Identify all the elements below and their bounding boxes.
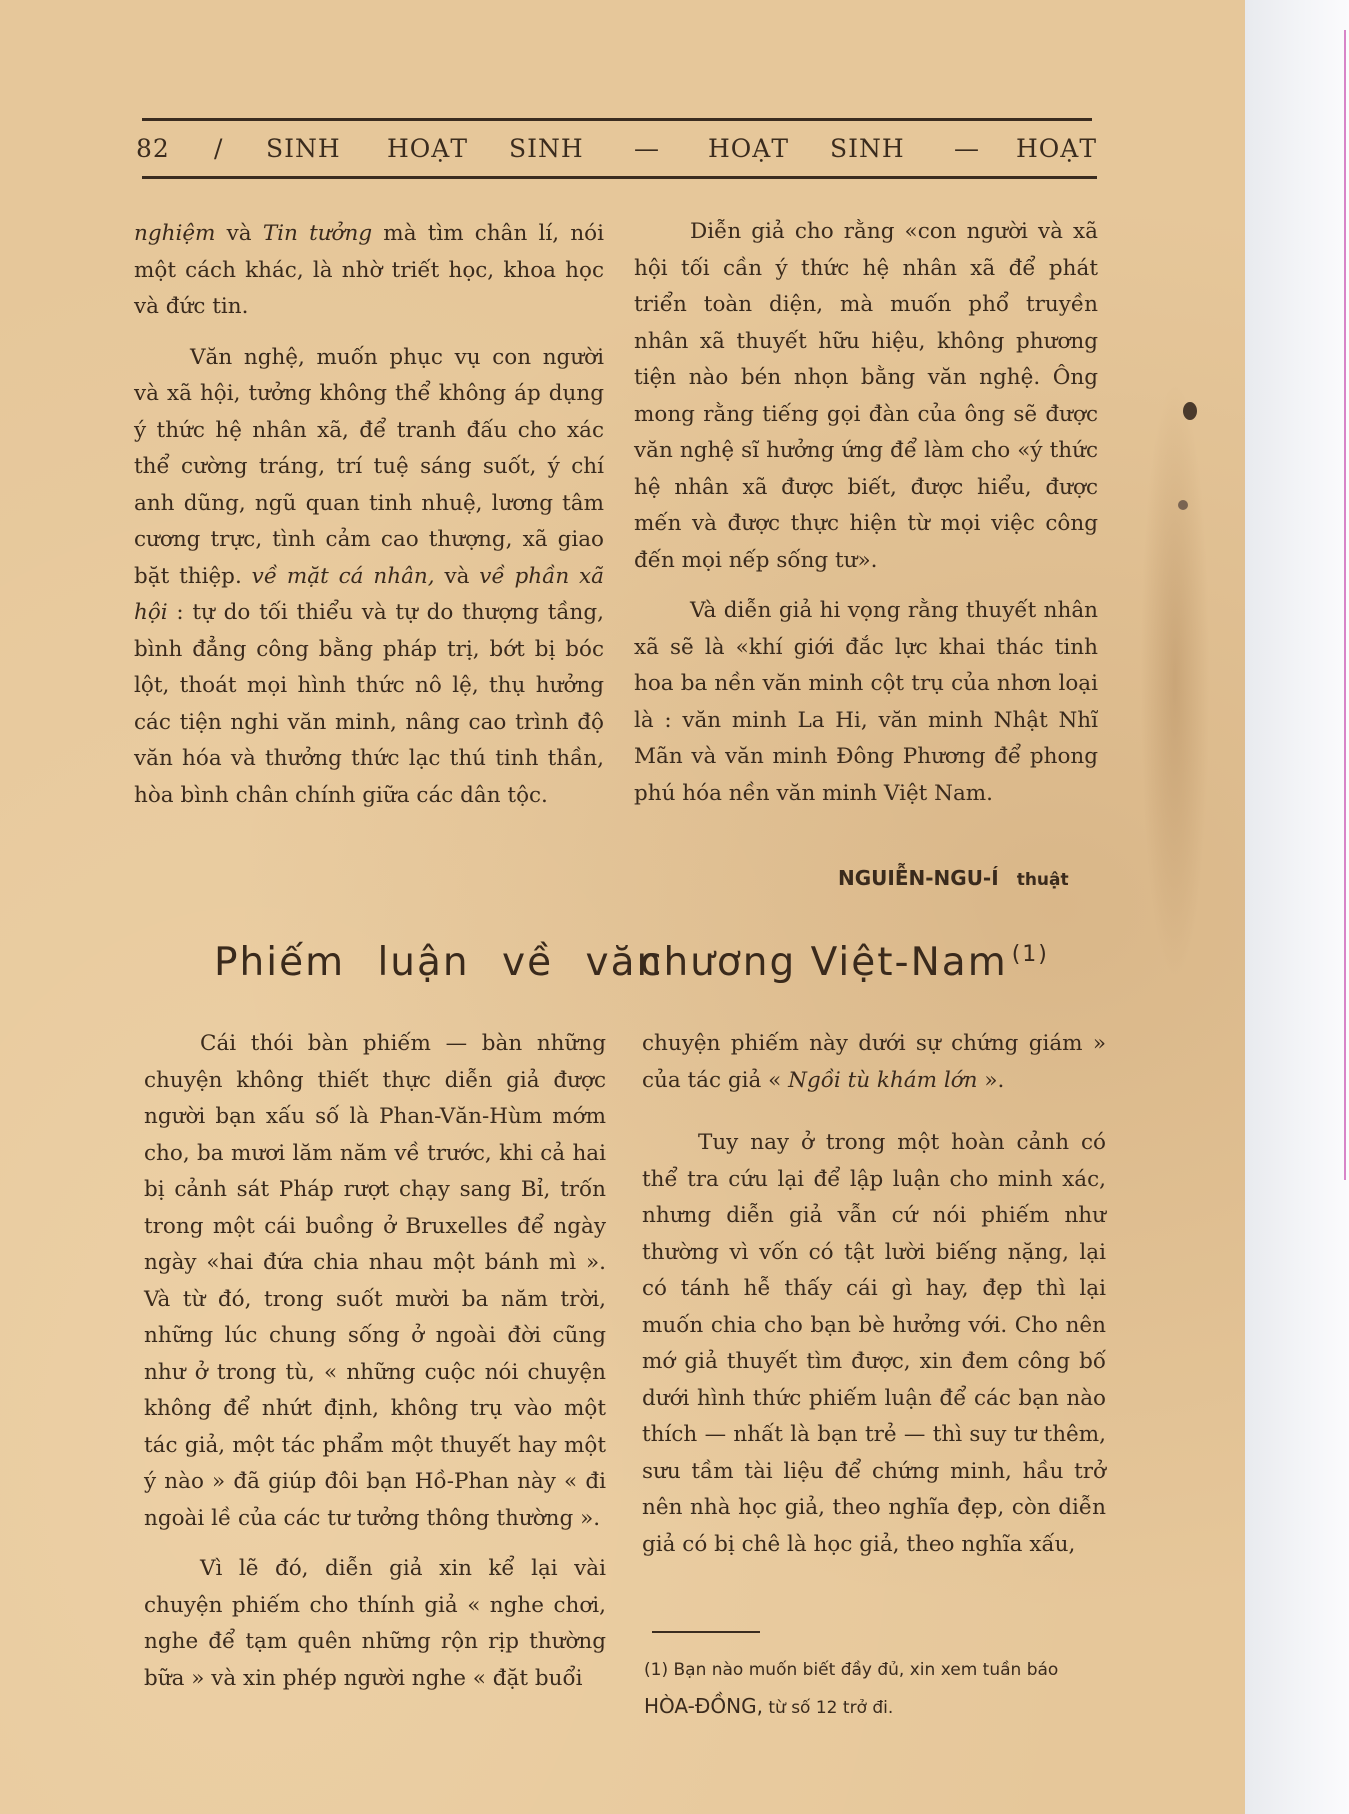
header-word: SINH [266,134,341,163]
author-name: NGUIỄN-NGU-Í [838,866,999,890]
ink-spot [1183,402,1197,420]
italic-term: về phần xã hội [134,563,604,625]
text-run: ». [977,1067,1005,1093]
text-run: : tự do tối thiểu và tự do thượng tầng, bình đẳng công bằng pháp trị, bớt bị bóc lột, thoát mọi hình thức nô lệ, thụ hưởng các tiện nghi văn minh, nâng cao trình độ văn hóa và thưởng thức lạc thú tinh thần, hòa bình chân chính giữa các dân tộc. [134,600,604,808]
upper-right-column [634,214,1098,812]
header-dash: — [954,134,980,163]
paragraph: Tuy nay ở trong một hoàn cảnh có thể tra cứu lại để lập luận cho minh xác, nhưng diễn giả vẫn cứ nói phiếm như thường vì vốn có tật lười biếng nặng, lại có tánh hễ thấy cái gì hay, đẹp thì lại muốn chia cho bạn bè hưởng với. Cho nên mớ giả thuyết tìm được, xin đem công bố dưới hình thức phiếm luận để các bạn nào thích — nhất là bạn trẻ — thì suy tư thêm, sưu tầm tài liệu để chứng minh, hầu trở nên nhà học giả, theo nghĩa đẹp, còn diễn giả có bị chê là học giả, theo nghĩa xấu, [642,1130,1106,1557]
italic-term: về mặt cá nhân, [251,563,435,589]
author-role: thuật [1016,870,1069,890]
header-bottom-rule [142,176,1097,179]
header-word: SINH [509,134,584,163]
italic-term: Ngồi tù khám lớn [788,1067,978,1093]
paragraph [642,1026,1106,1099]
lower-left-column [144,1026,606,1697]
article-title-right [640,940,1049,985]
paragraph: Cái thói bàn phiếm — bàn những chuyện không thiết thực diễn giả được người bạn xấu số là Phan-Văn-Hùm mớm cho, ba mươi lăm năm về trước, khi cả hai bị cảnh sát Pháp rượt chạy sang Bỉ, trốn trong một cái buồng ở Bruxelles để ngày ngày «hai đứa chia nhau một bánh mì ». Và từ đó, trong suốt mười ba năm trời, những lúc chung sống ở ngoài đời cũng như ở trong tù, « những cuộc nói chuyện không để nhứt định, không trụ vào một tác giả, một tác phẩm một thuyết hay một ý nào » đã giúp đôi bạn Hồ-Phan này « đi ngoài lề của các tư tưởng thông thường ». [144,1031,606,1531]
water-stain [1140,380,1210,980]
title-text: chương Việt-Nam [640,940,1008,985]
footnote-rule [652,1631,760,1633]
text-run: Văn nghệ, muốn phục vụ con người và xã hội, tưởng không thể không áp dụng ý thức hệ nhân xã, để tranh đấu cho xác thể cường tráng, trí tuệ sáng suốt, ý chí anh dũng, ngũ quan tinh nhuệ, lương tâm cương trực, tình cảm cao thượng, xã giao bặt thiệp. [134,344,604,589]
footnote-publication: HÒA-ĐỒNG, [644,1694,763,1718]
header-top-rule [142,118,1092,121]
scanner-background [1245,0,1349,1814]
header-separator: / [214,134,224,163]
italic-term: nghiệm [134,221,216,246]
footnote [644,1652,1106,1726]
paragraph: Và diễn giả hi vọng rằng thuyết nhân xã sẽ là «khí giới đắc lực khai thác tinh hoa ba nền văn minh cột trụ của nhơn loại là : văn minh La Hi, văn minh Nhật Nhĩ Mãn và văn minh Đông Phương để phong phú hóa nền văn minh Việt Nam. [634,598,1098,806]
paragraph [134,216,604,326]
text-run: mà tìm chân lí, nói một cách khác, là nhờ triết học, khoa học và đức tin. [134,221,604,319]
text-run: và [434,563,480,589]
ink-spot [1178,500,1188,510]
footnote-text: (1) Bạn nào muốn biết đầy đủ, xin xem tuần báo [644,1660,1059,1680]
page-number: 82 [136,134,170,163]
italic-term: Tin tưởng [262,221,373,246]
header-word: HOẠT [708,134,790,163]
header-word: HOẠT [387,134,469,163]
paragraph [134,340,604,815]
text-run: và [215,221,263,246]
title-footnote-marker: (1) [1011,942,1049,967]
footnote-text: từ số 12 trở đi. [762,1698,894,1718]
paragraph: Vì lẽ đó, diễn giả xin kể lại vài chuyện phiếm cho thính giả « nghe chơi, nghe để tạm quên những rộn rịp thường bữa » và xin phép người nghe « đặt buổi [144,1556,606,1691]
byline [838,866,1069,890]
scan-margin-line [1344,30,1346,1180]
header-dash: — [634,134,660,163]
header-word: SINH [830,134,905,163]
running-header [136,134,1096,174]
header-word: HOẠT [1016,134,1098,163]
upper-left-column [134,216,604,814]
lower-right-column [642,1026,1106,1563]
paragraph: Diễn giả cho rằng «con người và xã hội tối cần ý thức hệ nhân xã để phát triển toàn diện, mà muốn phổ truyền nhân xã thuyết hữu hiệu, không phương tiện nào bén nhọn bằng văn nghệ. Ông mong rằng tiếng gọi đàn của ông sẽ được văn nghệ sĩ hưởng ứng để làm cho «ý thức hệ nhân xã được biết, được hiểu, được mến và được thực hiện từ mọi việc công đến mọi nếp sống tư». [634,219,1098,573]
text-run: chuyện phiếm này dưới sự chứng giám » của tác giả « [642,1031,1106,1093]
article-title-left: Phiếm luận về văn [214,940,664,985]
